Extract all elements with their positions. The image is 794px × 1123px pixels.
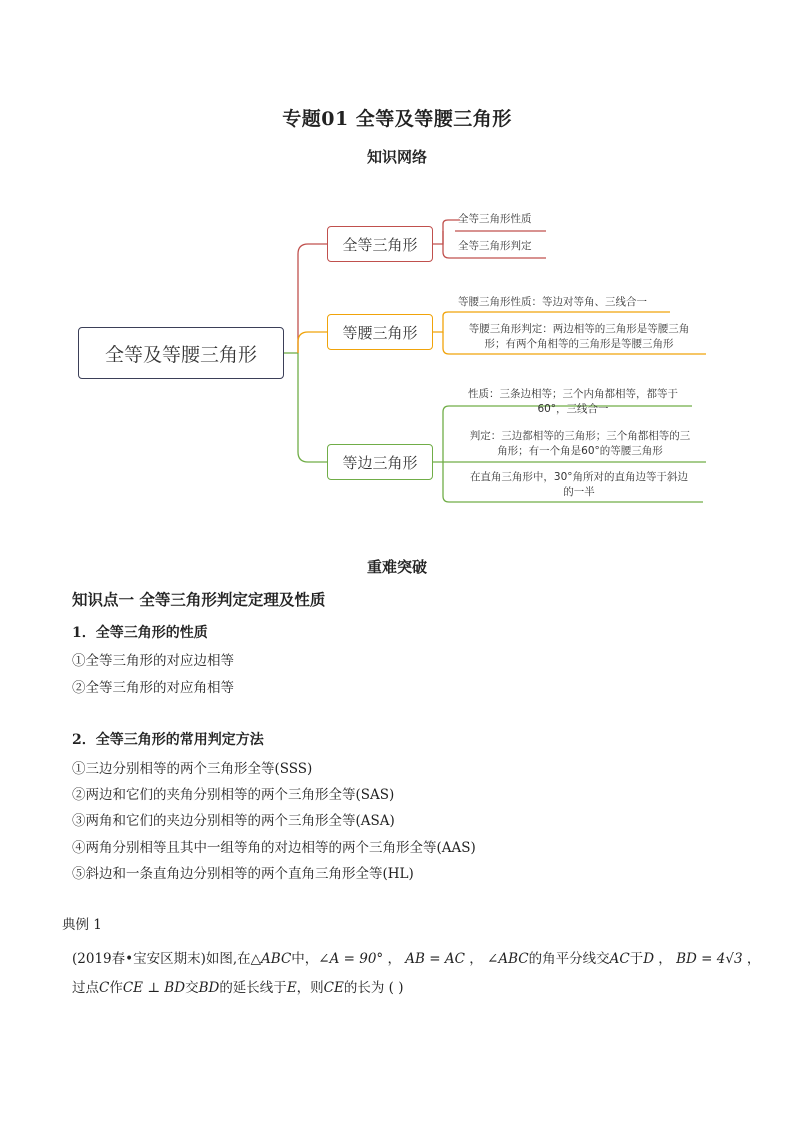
leaf-congruent-criteria: 全等三角形判定 bbox=[458, 240, 532, 252]
sec1-item: ②全等三角形的对应角相等 bbox=[72, 680, 234, 696]
problem-line-1: (2019春•宝安区期末)如图,在△ABC中，∠A = 90° ， AB = AC ， ∠ABC的角平分线交AC于D ， BD = 4√3 ， bbox=[72, 951, 761, 967]
leaf-thirty-degree-rule: 在直角三角形中，30°角所对的直角边等于斜边 的一半 bbox=[469, 471, 689, 498]
leaf-isosceles-criteria: 等腰三角形判定：两边相等的三角形是等腰三角 形；有两个角相等的三角形是等腰三角形 bbox=[468, 323, 690, 350]
node-isosceles-triangles: 等腰三角形 bbox=[327, 314, 433, 350]
leaf-isosceles-properties: 等腰三角形性质：等边对等角、三线合一 bbox=[458, 296, 647, 308]
leaf-equilateral-properties: 性质：三条边相等；三个内角都相等，都等于 60°，三线合一 bbox=[468, 388, 678, 415]
mind-map bbox=[0, 190, 794, 520]
sec2-title: 2．全等三角形的常用判定方法 bbox=[72, 732, 264, 748]
node-equilateral-triangles: 等边三角形 bbox=[327, 444, 433, 480]
document-title: 专题01 全等及等腰三角形 bbox=[282, 108, 512, 130]
example-label: 典例 1 bbox=[62, 917, 102, 933]
section-heading: 重难突破 bbox=[366, 558, 427, 576]
node-congruent-triangles: 全等三角形 bbox=[327, 226, 433, 262]
sec2-item: ②两边和它们的夹角分别相等的两个三角形全等(SAS) bbox=[72, 787, 395, 803]
leaf-equilateral-criteria: 判定：三边都相等的三角形；三个角都相等的三 角形；有一个角是60°的等腰三角形 bbox=[469, 430, 691, 457]
leaf-congruent-properties: 全等三角形性质 bbox=[458, 213, 532, 225]
sec2-item: ⑤斜边和一条直角边分别相等的两个直角三角形全等(HL) bbox=[72, 866, 414, 882]
knowledge-point-heading: 知识点一 全等三角形判定定理及性质 bbox=[72, 590, 326, 609]
sec2-item: ③两角和它们的夹边分别相等的两个三角形全等(ASA) bbox=[72, 813, 395, 829]
sec1-title: 1．全等三角形的性质 bbox=[72, 625, 208, 641]
knowledge-network-heading: 知识网络 bbox=[366, 148, 427, 166]
problem-line-2: 过点C作CE ⊥ BD交BD的延长线于E，则CE的长为 ( ) bbox=[72, 980, 404, 996]
sec2-item: ④两角分别相等且其中一组等角的对边相等的两个三角形全等(AAS) bbox=[72, 840, 476, 856]
sec1-item: ①全等三角形的对应边相等 bbox=[72, 653, 234, 669]
sec2-item: ①三边分别相等的两个三角形全等(SSS) bbox=[72, 761, 313, 777]
mind-map-root: 全等及等腰三角形 bbox=[78, 327, 284, 379]
